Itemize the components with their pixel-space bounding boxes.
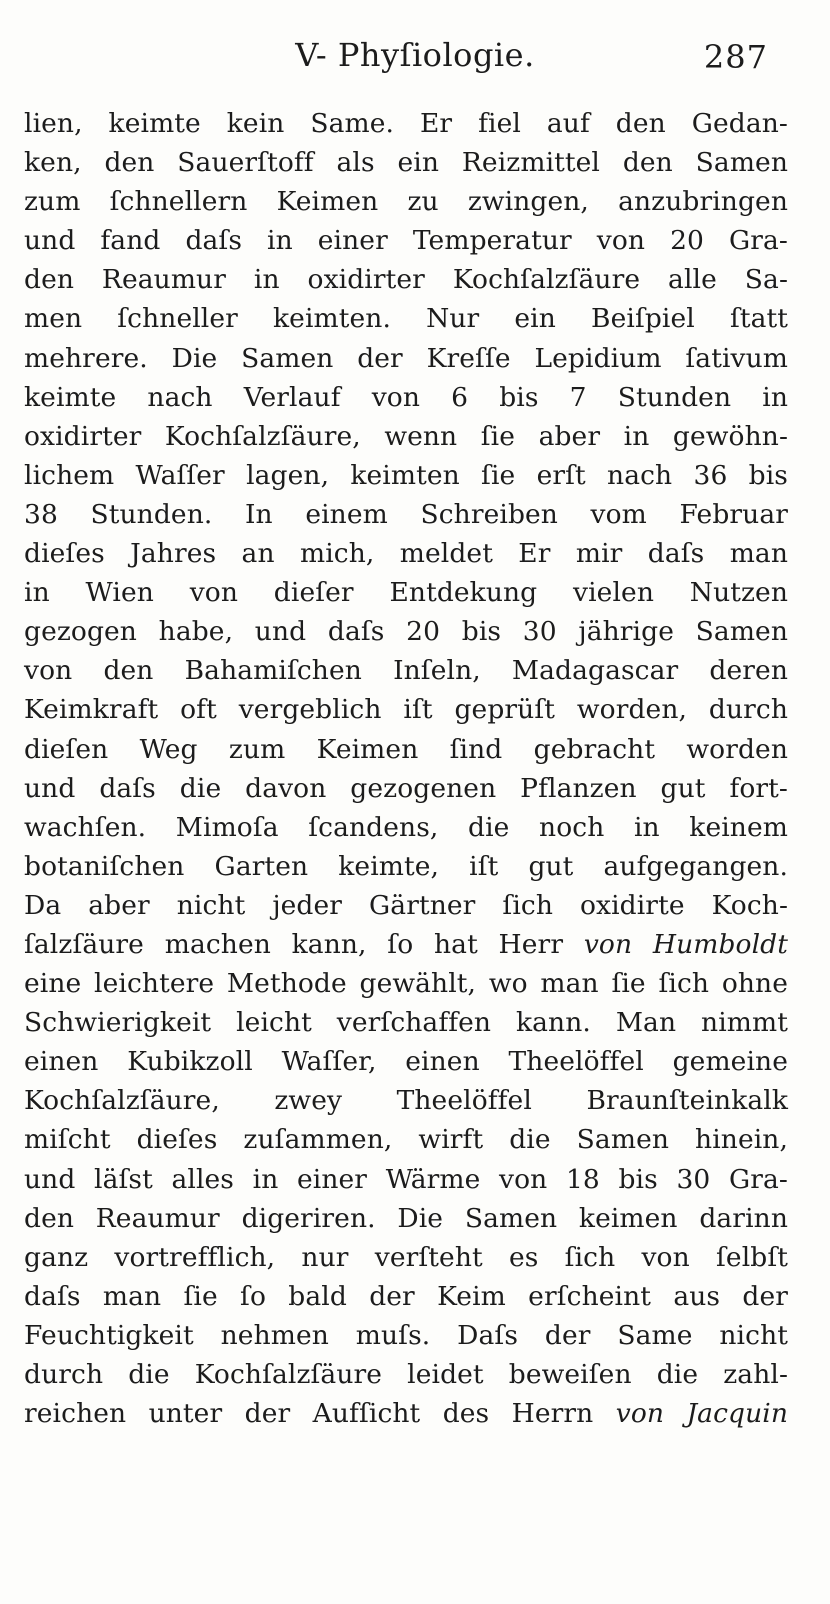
text-line-content: mehrere. Die Samen der Kreſſe Lepidium ſativum [24,342,788,374]
text-line-content: Da aber nicht jeder Gärtner ſich oxidirte Koch- [24,889,788,921]
text-line-content: Feuchtigkeit nehmen muſs. Daſs der Same nicht [24,1319,788,1351]
text-line [24,1120,788,1159]
text-line-content: Kochſalzſäure, zwey Theelöffel Braunſteinkalk [24,1085,788,1117]
text-line [24,143,788,182]
text-line-content: zum ſchnellern Keimen zu zwingen, anzubringen [24,186,788,218]
text-line-content: daſs man ſie ſo bald der Keim erſcheint aus der [24,1280,788,1312]
chapter-heading: V- Phyſiologie. [295,36,535,74]
text-line-content: dieſen Weg zum Keimen ſind gebracht worden [24,733,788,765]
text-line-content: und fand daſs in einer Temperatur von 20 Gra- [24,225,788,257]
text-line-content: reichen unter der Aufſicht des Herrn [24,1398,616,1430]
text-line-content: von den Bahamiſchen Inſeln, Madagascar deren [24,655,788,687]
text-line [24,221,788,260]
italic-name: von Jacquin [615,1398,789,1430]
text-line-content: ſalzſäure machen kann, ſo hat Herr [24,928,584,960]
text-line [24,808,788,847]
text-line [24,730,788,769]
text-line [24,690,788,729]
body-text [24,104,788,1433]
text-line [24,1160,788,1199]
text-line [24,886,788,925]
text-line-content: den Reaumur digeriren. Die Samen keimen darinn [24,1202,788,1234]
text-line [24,495,788,534]
text-line [24,182,788,221]
text-line-content: 38 Stunden. In einem Schreiben vom Februar [24,498,788,530]
text-line [24,769,788,808]
text-line [24,651,788,690]
text-line-content: eine leichtere Methode gewählt, wo man ſie ſich ohne [24,968,788,1000]
text-line [24,1199,788,1238]
text-line [24,1355,788,1394]
text-line-content: ken, den Sauerſtoff als ein Reizmittel den Samen [24,147,788,179]
text-line [24,847,788,886]
text-line [24,456,788,495]
text-line-content: keimte nach Verlauf von 6 bis 7 Stunden in [24,381,788,413]
text-line [24,925,788,964]
text-line-content: Keimkraft oft vergeblich iſt geprüſt worden, durch [24,694,788,726]
text-line [24,104,788,143]
text-line-content: ganz vortrefflich, nur verſteht es ſich von ſelbſt [24,1241,788,1273]
text-line-content: lichem Waſſer lagen, keimten ſie erſt nach 36 bis [24,459,788,491]
text-line-content: miſcht dieſes zuſammen, wirft die Samen hinein, [24,1124,788,1156]
text-line [24,612,788,651]
text-line-content: Schwierigkeit leicht verſchaffen kann. Man nimmt [24,1007,788,1039]
text-line [24,1238,788,1277]
text-line [24,573,788,612]
text-line-content: men ſchneller keimten. Nur ein Beiſpiel ſtatt [24,303,788,335]
text-line [24,378,788,417]
running-head [0,30,830,86]
text-line [24,1081,788,1120]
text-line [24,299,788,338]
text-line-content: oxidirter Kochſalzſäure, wenn ſie aber in gewöhn- [24,420,788,452]
italic-name: von Humboldt [583,928,788,960]
text-line-content: wachſen. Mimoſa ſcandens, die noch in keinem [24,811,788,843]
text-line-content: dieſes Jahres an mich, meldet Er mir daſs man [24,538,788,570]
text-line-content: durch die Kochſalzſäure leidet beweiſen die zahl- [24,1359,788,1390]
text-line-content: lien, keimte kein Same. Er fiel auf den Gedan- [24,108,788,139]
text-line [24,1316,788,1355]
text-line-content: den Reaumur in oxidirter Kochſalzſäure alle Sa- [24,264,788,296]
text-line-content: einen Kubikzoll Waſſer, einen Theelöffel gemeine [24,1046,788,1078]
text-line [24,964,788,1003]
text-line [24,534,788,573]
page-number: 287 [703,38,768,76]
text-line [24,1003,788,1042]
text-line [24,260,788,299]
text-line [24,417,788,456]
text-line-content: botaniſchen Garten keimte, iſt gut aufgegangen. [24,850,788,882]
text-line-content: und daſs die davon gezogenen Pflanzen gut fort- [24,772,788,804]
text-line [24,1277,788,1316]
text-line-content: gezogen habe, und daſs 20 bis 30 jährige Samen [24,616,788,648]
text-line-content: und läſst alles in einer Wärme von 18 bis 30 Gra- [24,1163,788,1195]
text-line [24,339,788,378]
text-line [24,1042,788,1081]
text-line-content: in Wien von dieſer Entdekung vielen Nutzen [24,577,788,609]
text-line [24,1394,788,1433]
